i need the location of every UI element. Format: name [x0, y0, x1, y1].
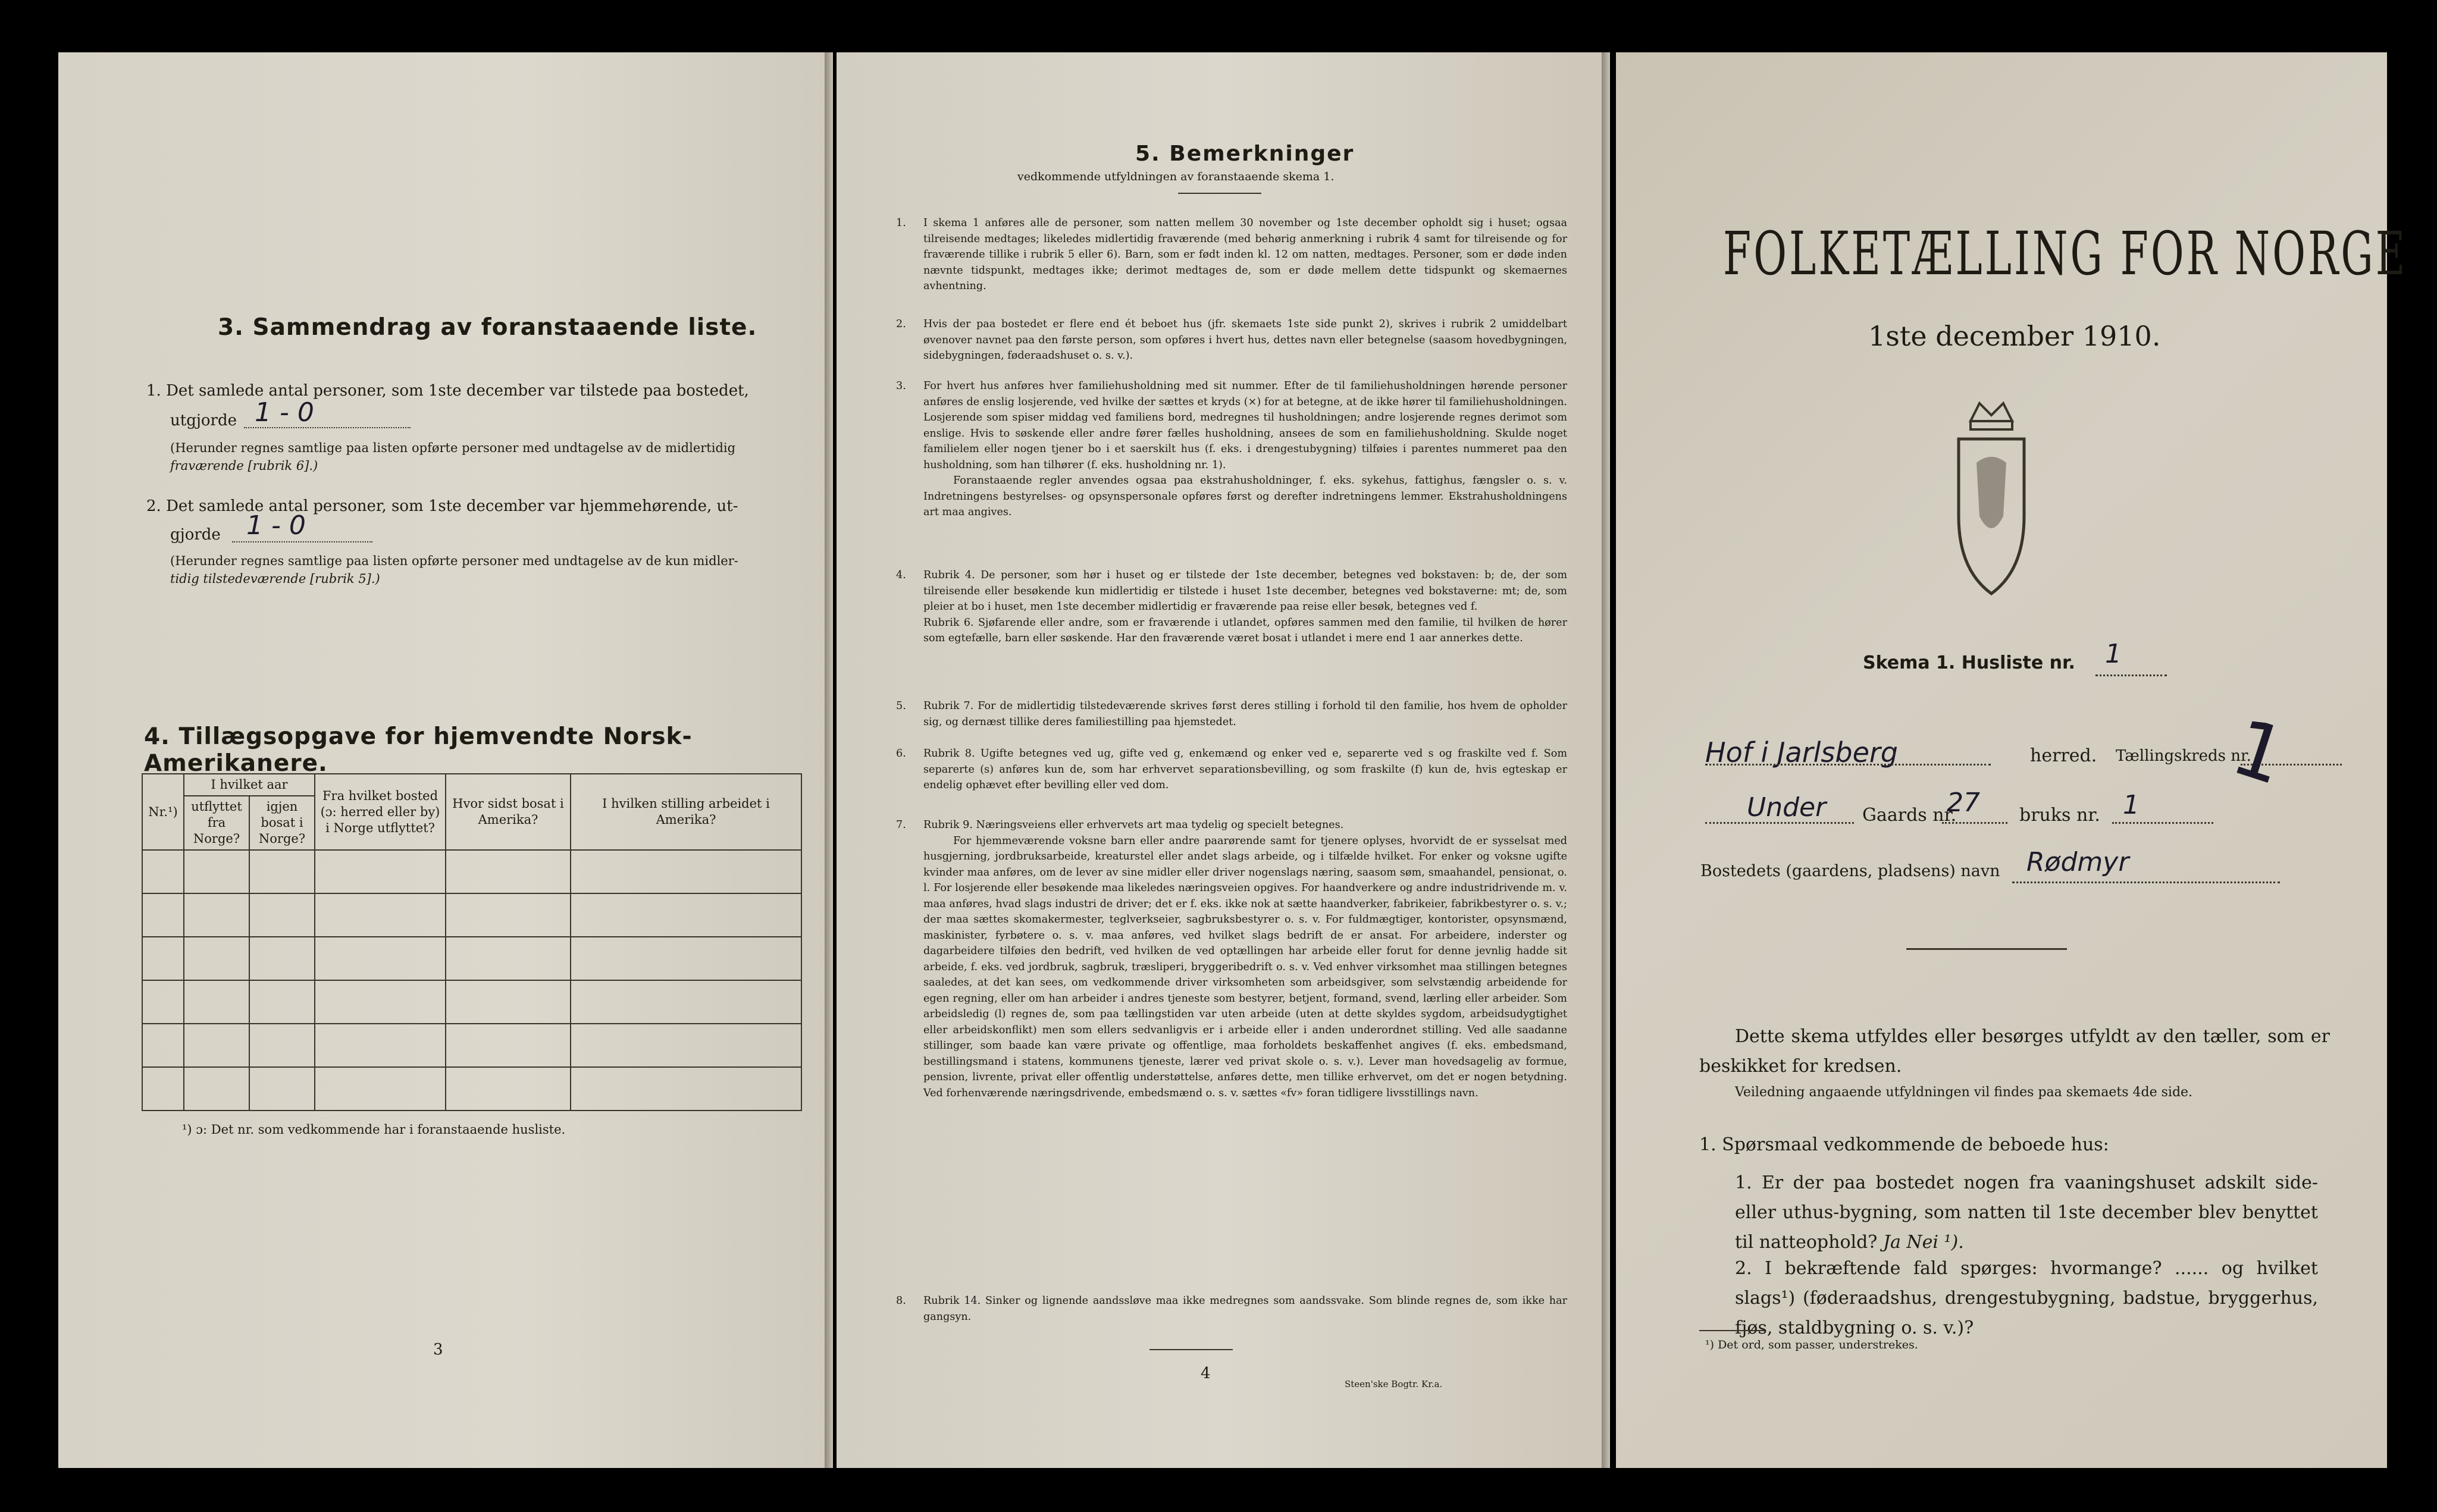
remark-item-5: [896, 698, 1567, 730]
remark-text: Rubrik 7. For de midlertidig tilstedeværende skrives først deres stilling i forhold til den familie, hos hvem de opholder sig, og dernæst tillike deres familiestilling paa hjemstedet.: [923, 700, 1567, 728]
question-2: 2. I bekræftende fald spørges: hvormange? ...... og hvilket slags¹) (føderaadshus, drengestubygning, badstue, bryggerhus, fjøs, staldbygning o. s. v.)?: [1735, 1258, 2318, 1338]
bosted-line: [2012, 882, 2280, 883]
herred-label: herred.: [2030, 745, 2097, 766]
remark-text: Rubrik 4. De personer, som hør i huset og er tilstede der 1ste december, betegnes ved bokstaven: b; de, der som tilreisende eller besøkende kun midlertidig er tilstede i huset 1ste december, betegnes ved bokstaverne: mt; de, som pleier at bo i huset, men 1ste december midlertidig er fraværende paa reise eller besøk, betegnes ved f.: [923, 569, 1567, 613]
table-row: [142, 980, 801, 1024]
kreds-value: 1: [2222, 701, 2297, 803]
census-date: 1ste december 1910.: [1868, 320, 2161, 352]
divider: [1906, 948, 2067, 950]
instructions: Dette skema utfyldes eller besørges utfyldt av den tæller, som er beskikket for kredsen.: [1699, 1026, 2330, 1077]
remark-number: 3.: [896, 380, 906, 392]
table-row: [142, 893, 801, 937]
gaard-value: Under: [1747, 792, 1827, 823]
remark-number: 7.: [896, 819, 906, 831]
summary-item-1-value: 1 - 0: [255, 397, 314, 428]
col-from-where: Fra hvilket bosted (ɔ: herred eller by) i Norge utflyttet?: [315, 774, 446, 850]
col-group-year: I hvilket aar: [184, 774, 315, 796]
question-1-text: 1. Er der paa bostedet nogen fra vaaningshuset adskilt side- eller uthus-bygning, som natten til 1ste december blev benyttet til natteophold?: [1735, 1172, 2318, 1253]
remark-item-4: [896, 567, 1567, 647]
remark-number: 1.: [896, 217, 906, 229]
remark-text-continued: Rubrik 6. Sjøfarende eller andre, som er fraværende i utlandet, opføres sammen med den familie, til hvilken de hører som egtefælle, barn eller søskende. Har den fraværende været bosat i utlandet i mere end 1 aar annerkes dette.: [923, 616, 1567, 644]
gaard-nr-line: [1942, 822, 2007, 824]
bruk-line: [2112, 822, 2213, 824]
summary-heading: 3. Sammendrag av foranstaaende liste.: [218, 314, 757, 341]
remark-text: Rubrik 14. Sinker og lignende aandssløve maa ikke medregnes som aandssvake. Som blinde regnes de, som ikke har gangsyn.: [923, 1295, 1567, 1323]
question-1: [1735, 1168, 2318, 1257]
summary-item-2-label: gjorde: [170, 526, 221, 544]
remark-text-continued: Foranstaaende regler anvendes ogsaa paa ekstrahusholdninger, f. eks. sykehus, fattighus, fængsler o. s. v. Indretningens bestyrelses- og opsynspersonale opføres først og derefter indretningens lemmer. Ekstrahusholdningens art maa angives.: [923, 475, 1567, 518]
remarks-subheading: vedkommende utfyldningen av foranstaaende skema 1.: [1017, 170, 1335, 183]
col-occupation: I hvilken stilling arbeidet i Amerika?: [571, 774, 801, 850]
col-nr: Nr.¹): [142, 774, 184, 850]
remark-number: 2.: [896, 318, 906, 330]
printer-mark: Steen'ske Bogtr. Kr.a.: [1345, 1379, 1443, 1389]
col-returned: igjen bosat i Norge?: [249, 796, 315, 850]
remark-number: 8.: [896, 1295, 906, 1307]
census-title: FOLKETÆLLING FOR NORGE: [1723, 219, 2408, 288]
footnote: ¹) Det ord, som passer, understrekes.: [1705, 1338, 1918, 1351]
page-fold: [1602, 52, 1610, 1468]
schema-label: Skema 1. Husliste nr.: [1863, 653, 2075, 673]
kreds-label: Tællingskreds nr.: [2116, 747, 2251, 765]
herred-value: Hof i Jarlsberg: [1705, 736, 1898, 768]
remark-number: 5.: [896, 700, 906, 712]
table-footnote: ¹) ɔ: Det nr. som vedkommende har i foranstaaende husliste.: [182, 1122, 566, 1137]
page-fold: [825, 52, 833, 1468]
remark-text: I skema 1 anføres alle de personer, som natten mellem 30 november og 1ste december opholdt sig i huset; ogsaa tilreisende medtages; likeledes midlertidig fraværende (med behørig anmerkning i rubrik 4 samt for tilreisende og for fraværende tillike i rubrik 5 eller 6). Barn, som er født inden kl. 12 om natten, medtages. Personer, som er døde inden nævnte tidspunkt, medtages ikke; derimot medtages de, som er døde mellem dette tidspunkt og skemaernes avhentning.: [923, 217, 1567, 292]
remark-text: For hvert hus anføres hver familiehusholdning med sit nummer. Efter de til familiehusholdningen hørende personer anføres de enslig losjerende, ved hvilke der sættes et kryds (×) for at betegne, at de ikke hører til familiehusholdningen. Losjerende som spiser middag ved familiens bord, medregnes til husholdningen; andre losjerende regnes derimot som enslige. Hvis to søskende eller andre fører fælles husholdning, ansees de som en familiehusholdning. Skulde noget familielem eller nogen tjener bo i et saerskilt hus (f. eks. i drengestubygning) tilføies i parentes nummeret paa den husholdning, som han tilhører (f. eks. husholdning nr. 1).: [923, 380, 1567, 471]
remark-text-continued: For hjemmeværende voksne barn eller andre paarørende samt for tjenere oplyses, hvorvidt de er sysselsat med husgjerning, jordbruksarbeide, kreaturstel eller andet slags arbeide, og i tilfælde hvilket. For enker og voksne ugifte kvinder maa anføres, om de lever av sine midler eller driver nogenslags næring, saasom søm, smaahandel, pensionat, o. l. For losjerende eller besøkende maa likeledes næringsveien opgives. For haandverkere og andre industridrivende m. v. maa anføres, hvad slags industri de driver; det er f. eks. ikke nok at sætte haandverker, fabrikeier, fabrikbestyrer o. s. v.; der maa sættes skomakermester, teglverkseier, sagbruksbestyrer o. s. v. For fuldmægtiger, kontorister, opsynsmænd, maskinister, fyrbøtere o. s. v. maa anføres, ved hvilket slags bedrift de er ansat. For arbeidere, inderster og dagarbeidere tilføies den bedrift, ved hvilken de ved optællingen har arbeide eller forut for denne jevnlig hadde sit arbeide, f. eks. ved jordbruk, sagbruk, træsliperi, bryggeribedrift o. s. v. Ved enhver virksomhet maa stillingen betegnes saaledes, at det kan sees, om vedkommende driver virksomheten som arbeidsgiver, som selvstændig arbeidende for egen regning, eller om han arbeider i andres tjeneste som bestyrer, betjent, formand, svend, lærling eller arbeider. Som arbeidsledig (l) regnes de, som paa tællingstiden var uten arbeide (uten at dette skyldes sygdom, arbeidsudygtighet eller arbeidskonflikt) men som ellers sedvanligvis er i arbeide eller i anden underordnet stilling. Ved alle saadanne stillinger, som baade kan være private og offentlige, maa forholdets beskaffenhet angives (f. eks. embedsmand, bestillingsmand i statens, kommunens tjeneste, lærer ved privat skole o. s. v.). Lever man hovedsagelig av formue, pension, livrente, privat eller offentlig understøttelse, anføres dette, men tillike erhvervet, om det er nogen betydning. Ved forhenværende næringsdrivende, embedsmænd o. s. v. sættes «fv» foran tidligere livsstillings navn.: [923, 835, 1567, 1099]
left-page: [58, 52, 833, 1468]
guide-note: Veiledning angaaende utfyldningen vil findes paa skemaets 4de side.: [1735, 1085, 2193, 1100]
right-page: [1616, 52, 2408, 1468]
col-emigrated: utflyttet fra Norge?: [184, 796, 249, 850]
table-row: [142, 1067, 801, 1111]
remark-item-2: [896, 316, 1567, 364]
remarks-heading: 5. Bemerkninger: [1135, 142, 1355, 166]
remark-text: Hvis der paa bostedet er flere end ét beboet hus (jfr. skemaets 1ste side punkt 2), skrives i rubrik 2 umiddelbart øvenover navnet paa den første person, som opføres i hvert hus, dettes navn eller betegnelse (saasom hovedbygningen, sidebygningen, føderaadshuset o. s. v.).: [923, 318, 1567, 362]
schema-value: 1: [2105, 639, 2122, 669]
summary-item-2: 2. Det samlede antal personer, som 1ste december var hjemmehørende, ut-: [146, 497, 738, 515]
page-number: 4: [1201, 1364, 1211, 1382]
col-last-residence: Hvor sidst bosat i Amerika?: [446, 774, 571, 850]
summary-item-1: 1. Det samlede antal personer, som 1ste december var tilstede paa bostedet,: [146, 382, 749, 400]
gaard-label: Gaards nr.: [1862, 805, 1957, 826]
table-row: [142, 937, 801, 980]
remark-text: Rubrik 8. Ugifte betegnes ved ug, gifte ved g, enkemænd og enker ved e, separerte ved s og fraskilte ved f. Som separerte (s) anføres kun de, som har erhvervet separationsbevilling, og som fraskilte (f) kun de, hvis egteskap er endelig ophævet efter bevilling eller ved dom.: [923, 748, 1567, 791]
bosted-label: Bostedets (gaardens, pladsens) navn: [1700, 862, 2000, 880]
gaard-nr-value: 27: [1947, 788, 1980, 818]
schema-line: [2095, 675, 2167, 676]
table-row: [142, 850, 801, 893]
remark-number: 4.: [896, 569, 906, 581]
coat-of-arms-icon: [1947, 397, 2036, 611]
gaard-line: [1705, 822, 1854, 824]
remark-number: 6.: [896, 748, 906, 760]
middle-page: [837, 52, 1610, 1468]
page-number: 3: [433, 1341, 443, 1359]
summary-item-2-note-b: tidig tilstedeværende [rubrik 5].): [170, 572, 380, 586]
summary-item-2-note-a: (Herunder regnes samtlige paa listen opførte personer med undtagelse av de kun midler-: [170, 554, 738, 568]
remark-item-3: [896, 378, 1567, 520]
summary-item-1-note-a: (Herunder regnes samtlige paa listen opførte personer med undtagelse av de midlertidig: [170, 441, 736, 455]
summary-item-1-note-b: fraværende [rubrik 6].): [170, 459, 318, 473]
questions-heading: 1. Spørsmaal vedkommende de beboede hus:: [1699, 1134, 2109, 1155]
table-row: [142, 1024, 801, 1067]
bruk-label: bruks nr.: [2019, 805, 2100, 826]
question-1-answer: Ja Nei ¹).: [1882, 1232, 1964, 1253]
bruk-value: 1: [2123, 790, 2140, 820]
remark-item-1: [896, 215, 1567, 294]
divider: [1699, 1330, 1765, 1331]
remark-item-6: [896, 746, 1567, 793]
supplement-heading: 4. Tillægsopgave for hjemvendte Norsk-Amerikanere.: [144, 723, 693, 777]
divider: [1149, 1349, 1233, 1350]
remark-text: Rubrik 9. Næringsveiens eller erhvervets art maa tydelig og specielt betegnes.: [923, 819, 1344, 831]
summary-item-1-label: utgjorde: [170, 412, 237, 429]
norwegian-american-table: [142, 773, 802, 1111]
summary-item-2-value: 1 - 0: [246, 510, 306, 541]
remark-item-8: [896, 1293, 1567, 1325]
bosted-value: Rødmyr: [2026, 847, 2129, 877]
herred-line: [1705, 764, 1991, 766]
remark-item-7: [896, 817, 1567, 1101]
divider: [1178, 193, 1261, 194]
summary-item-2-line: [232, 541, 372, 542]
